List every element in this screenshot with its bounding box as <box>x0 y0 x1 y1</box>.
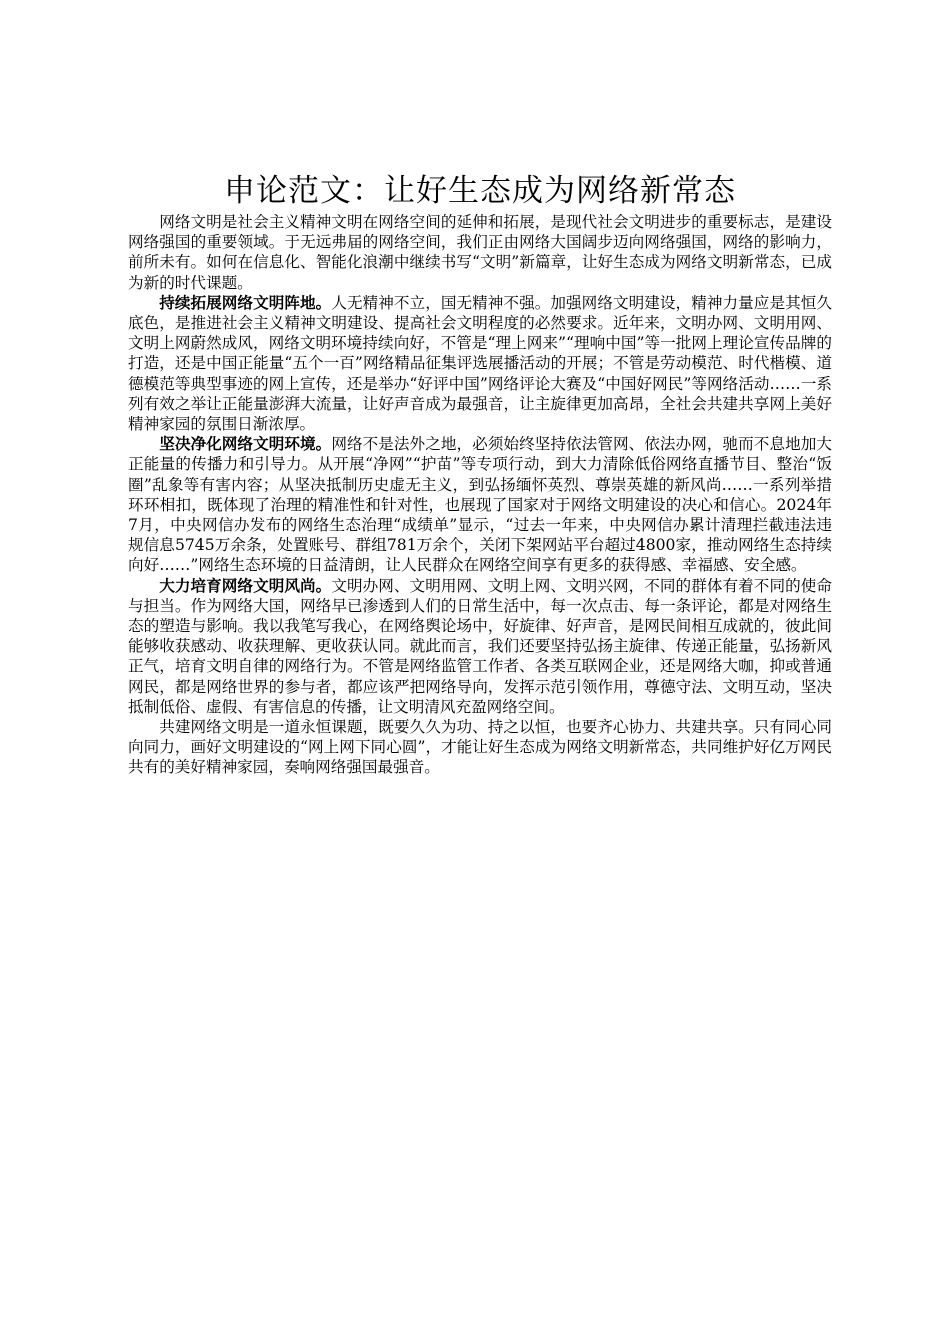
paragraph-lead: 大力培育网络文明风尚。 <box>159 575 332 595</box>
paragraph-text: 网络文明是社会主义精神文明在网络空间的延伸和拓展，是现代社会文明进步的重要标志，是建设网络强国的重要领域。于无远弗届的网络空间，我们正由网络大国阔步迈向网络强国，网络的影响力，前所未有。如何在信息化、智能化浪潮中继续书写“文明”新篇章，让好生态成为网络文明新常态，已成为新的时代课题。 <box>128 213 832 292</box>
section-paragraph-cultivate <box>128 576 832 717</box>
document-title: 申论范文：让好生态成为网络新常态 <box>224 173 736 209</box>
paragraph-lead: 持续拓展网络文明阵地。 <box>159 292 332 312</box>
document-page <box>128 172 832 778</box>
paragraph-text: 文明办网、文明用网、文明上网、文明兴网，不同的群体有着不同的使命与担当。作为网络大国，网络早已渗透到人们的日常生活中，每一次点击、每一条评论，都是对网络生态的塑造与影响。我以我笔写我心，在网络舆论场中，好旋律、好声音，是网民间相互成就的，彼此间能够收获感动、收获理解、更收获认同。就此而言，我们还要坚持弘扬主旋律、传递正能量，弘扬新风正气，培育文明自律的网络行为。不管是网络监管工作者、各类互联网企业，还是网络大咖，抑或普通网民，都是网络世界的参与者，都应该严把网络导向，发挥示范引领作用，尊德守法、文明互动，坚决抵制低俗、虚假、有害信息的传播，让文明清风充盈网络空间。 <box>128 576 832 716</box>
intro-paragraph <box>128 212 832 293</box>
section-paragraph-expand <box>128 293 832 434</box>
conclusion-paragraph <box>128 717 832 778</box>
paragraph-text: 共建网络文明是一道永恒课题，既要久久为功、持之以恒，也要齐心协力、共建共享。只有同心同向同力，画好文明建设的“网上网下同心圆”，才能让好生态成为网络文明新常态，共同维护好亿万网民共有的美好精神家园，奏响网络强国最强音。 <box>128 718 832 777</box>
section-paragraph-purify <box>128 434 832 575</box>
paragraph-text: 网络不是法外之地，必须始终坚持依法管网、依法办网，驰而不息地加大正能量的传播力和引导力。从开展“净网”“护苗”等专项行动，到大力清除低俗网络直播节目、整治“饭圈”乱象等有害内容；从坚决抵制历史虚无主义，到弘扬缅怀英烈、尊崇英雄的新风尚……一系列举措环环相扣，既体现了治理的精准性和针对性，也展现了国家对于网络文明建设的决心和信心。2024年7月，中央网信办发布的网络生态治理“成绩单”显示，“过去一年来，中央网信办累计清理拦截违法违规信息5745万余条，处置账号、群组781万余个，关闭下架网站平台超过4800家，推动网络生态持续向好……”网络生态环境的日益清朗，让人民群众在网络空间享有更多的获得感、幸福感、安全感。 <box>128 435 832 575</box>
paragraph-text: 人无精神不立，国无精神不强。加强网络文明建设，精神力量应是其恒久底色，是推进社会主义精神文明建设、提高社会文明程度的必然要求。近年来，文明办网、文明用网、文明上网蔚然成风，网络文明环境持续向好，不管是“理上网来”“理响中国”等一批网上理论宣传品牌的打造，还是中国正能量“五个一百”网络精品征集评选展播活动的开展；不管是劳动模范、时代楷模、道德模范等典型事迹的网上宣传，还是举办“好评中国”网络评论大赛及“中国好网民”等网络活动……一系列有效之举让正能量澎湃大流量，让好声音成为最强音，让主旋律更加高昂，全社会共建共享网上美好精神家园的氛围日渐浓厚。 <box>128 293 832 434</box>
paragraph-lead: 坚决净化网络文明环境。 <box>159 434 332 454</box>
